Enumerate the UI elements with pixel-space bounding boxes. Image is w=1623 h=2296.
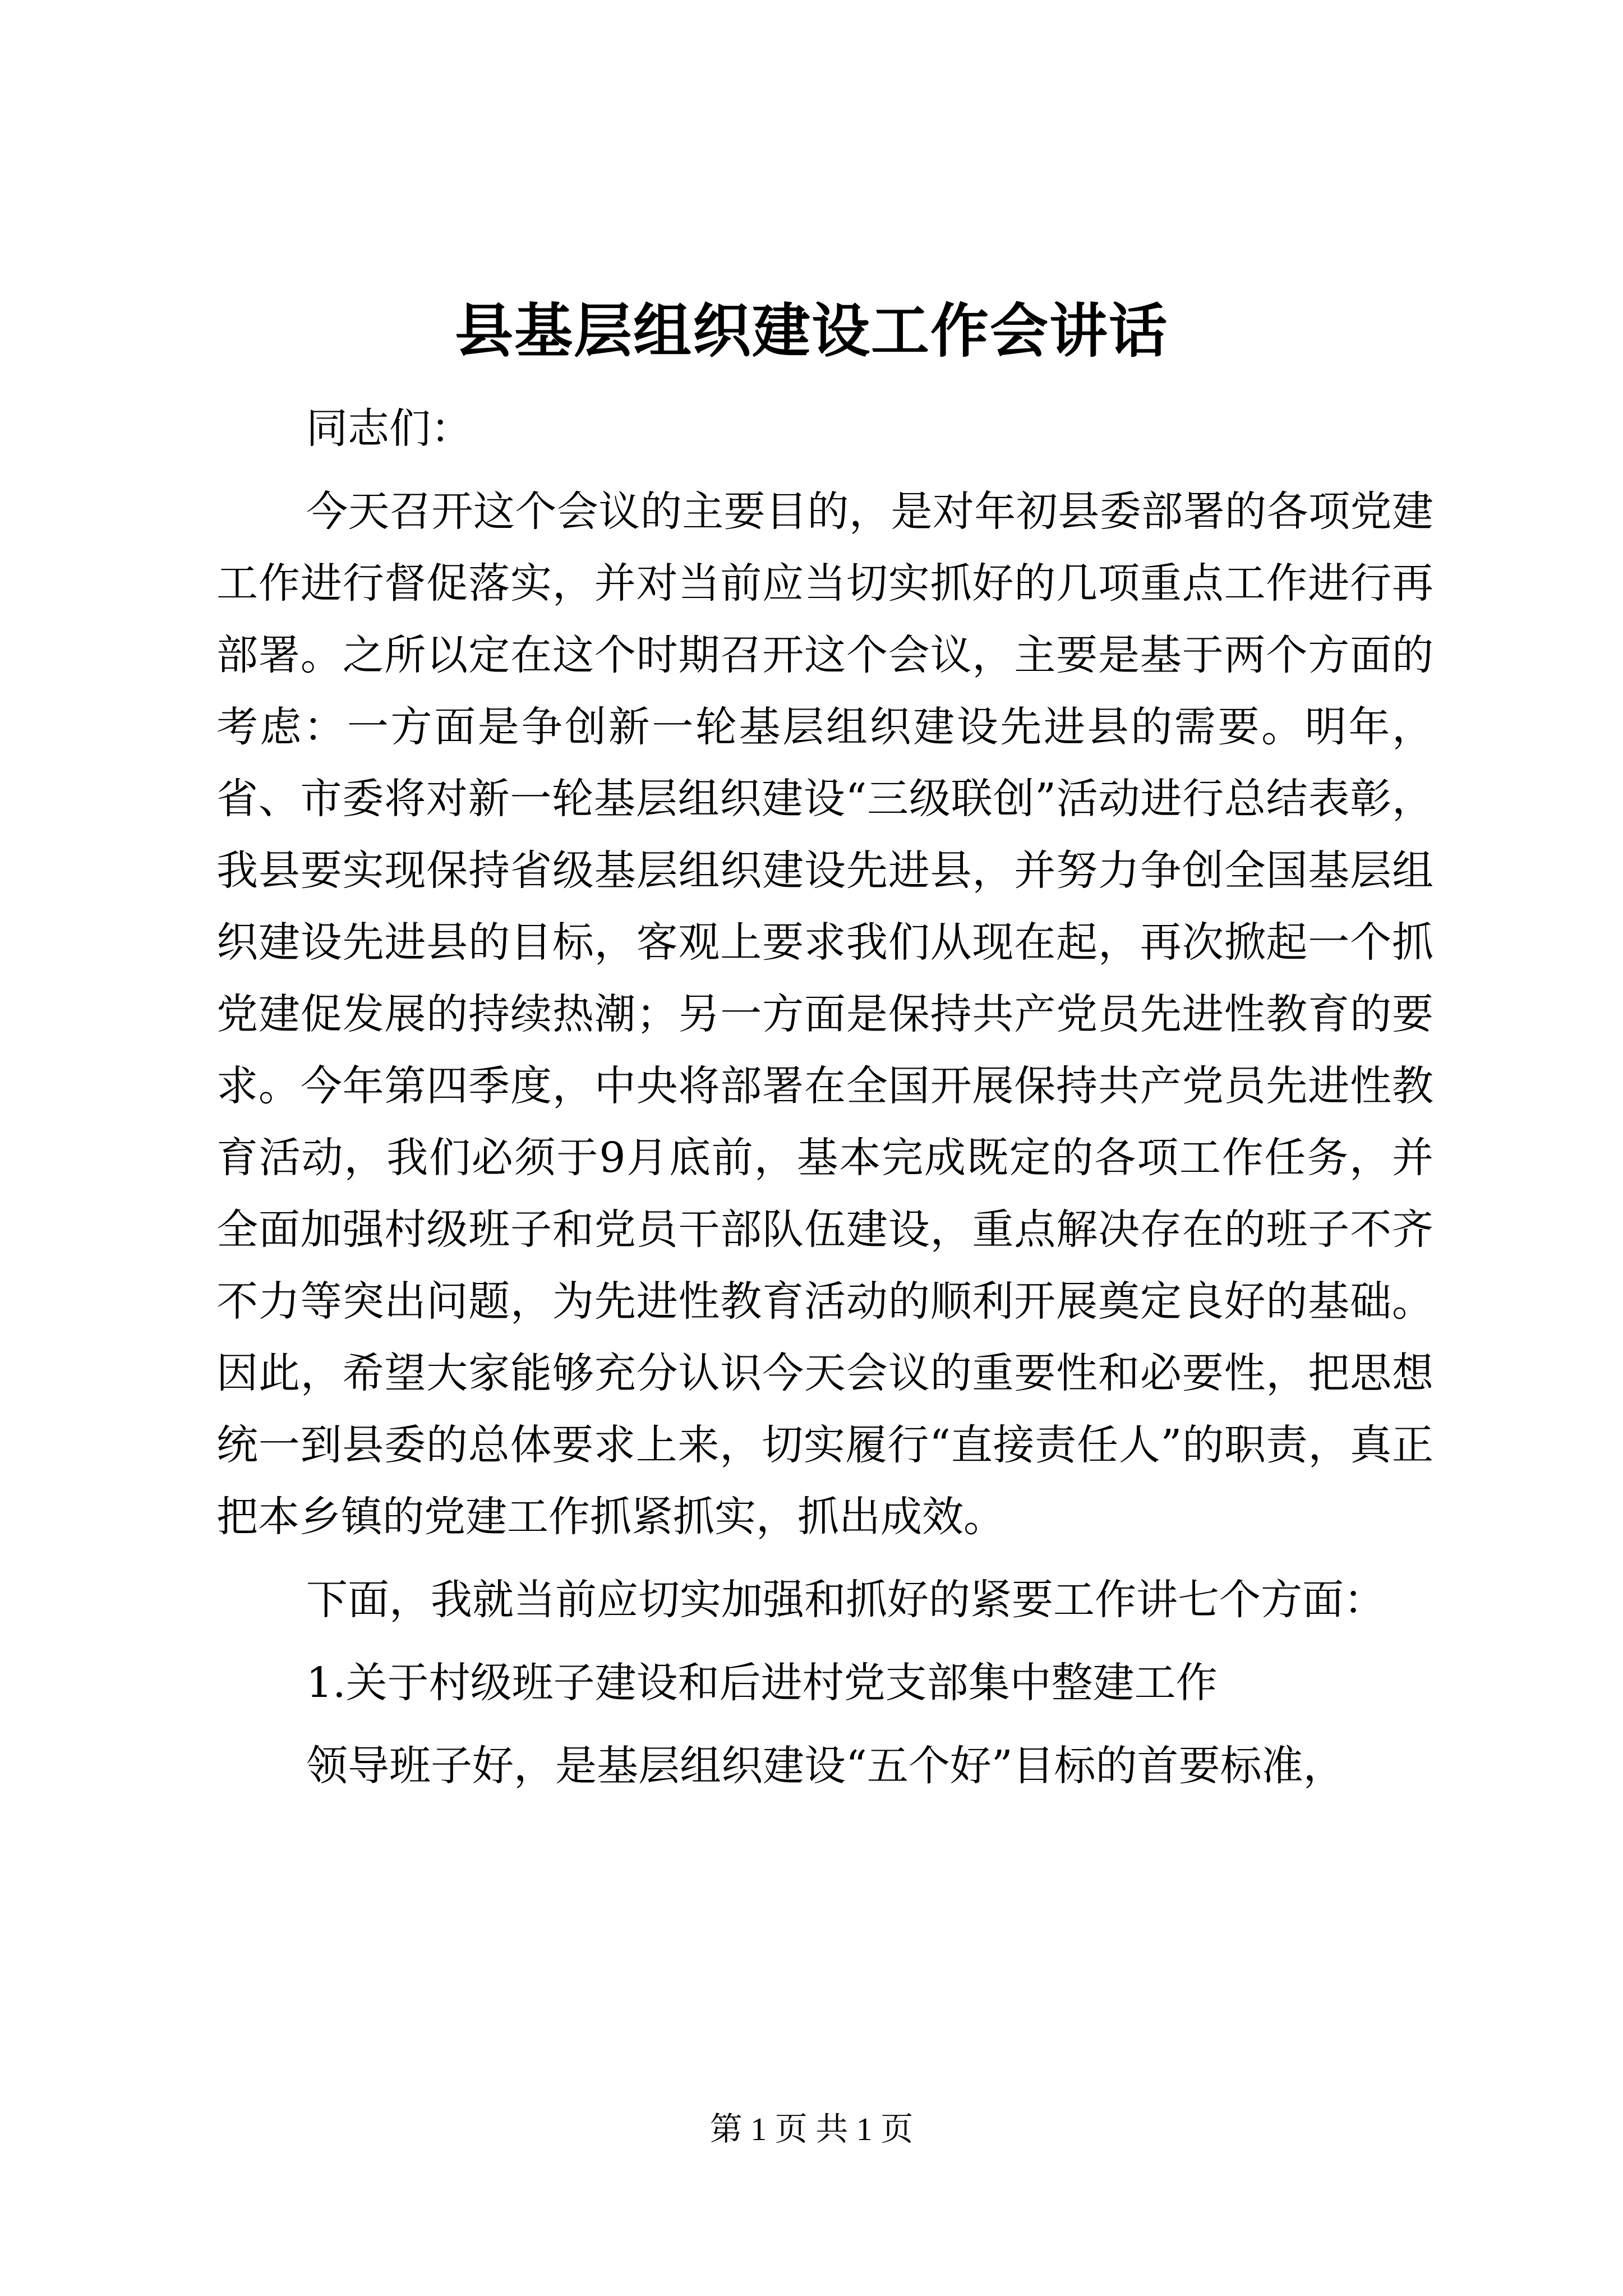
section-1-paragraph: 领导班子好，是基层组织建设“五个好”目标的首要标准， (306, 1742, 1345, 1790)
document-body (216, 393, 1433, 1813)
outline-paragraph: 下面，我就当前应切实加强和抓好的紧要工作讲七个方面： (306, 1576, 1385, 1624)
page-footer: 第 1 页 共 1 页 (709, 2111, 914, 2147)
intro-paragraph: 今天召开这个会议的主要目的，是对年初县委部署的各项党建工作进行督促落实，并对当前应当切实抓好的几项重点工作进行再部署。之所以定在这个时期召开这个会议，主要是基于两个方面的考虑：一方面是争创新一轮基层组织建设先进县的需要。明年，省、市委将对新一轮基层组织建设“三级联创”活动进行总结表彰，我县要实现保持省级基层组织建设先进县，并努力争创全国基层组织建设先进县的目标，客观上要求我们从现在起，再次掀起一个抓党建促发展的持续热潮；另一方面是保持共产党员先进性教育的要求。今年第四季度，中央将部署在全国开展保持共产党员先进性教育活动，我们必须于9月底前，基本完成既定的各项工作任务，并全面加强村级班子和党员干部队伍建设，重点解决存在的班子不齐不力等突出问题，为先进性教育活动的顺利开展奠定良好的基础。因此，希望大家能够充分认识今天会议的重要性和必要性，把思想统一到县委的总体要求上来，切实履行“直接责任人”的职责，真正把本乡镇的党建工作抓紧抓实，抓出成效。 (216, 487, 1433, 1541)
section-heading-1: 1.关于村级班子建设和后进村党支部集中整建工作 (306, 1659, 1218, 1707)
document-title: 县基层组织建设工作会讲话 (454, 296, 1168, 365)
salutation-paragraph: 同志们： (306, 404, 472, 453)
